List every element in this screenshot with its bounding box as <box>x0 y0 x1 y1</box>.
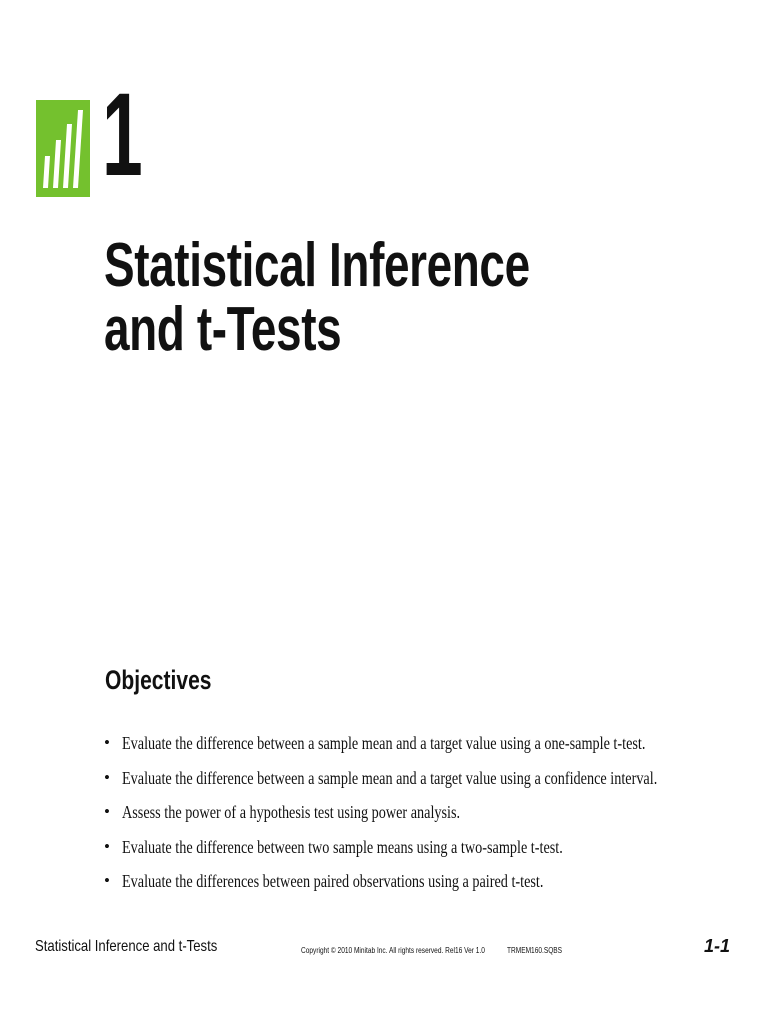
objective-text: Assess the power of a hypothesis test using power analysis. <box>122 802 461 822</box>
objectives-heading: Objectives <box>105 665 212 695</box>
chapter-title <box>104 231 530 364</box>
bullet-icon: • <box>104 802 110 821</box>
objectives-list <box>104 730 768 903</box>
chapter-title-line-2: and t-Tests <box>104 295 342 364</box>
chapter-number: 1 <box>102 69 142 201</box>
minitab-logo <box>36 100 90 197</box>
objective-item <box>104 799 768 834</box>
footer-copyright: Copyright © 2010 Minitab Inc. All rights reserved. Rel16 Ver 1.0 <box>301 946 485 955</box>
objective-text: Evaluate the differences between paired observations using a paired t-test. <box>122 871 544 891</box>
objective-item <box>104 730 768 765</box>
objective-item <box>104 868 768 903</box>
bullet-icon: • <box>104 836 110 856</box>
footer-course-code: TRMEM160.SQBS <box>507 946 563 955</box>
objective-item <box>104 834 768 869</box>
bullet-icon: • <box>104 733 110 752</box>
footer-page-number: 1-1 <box>703 936 730 956</box>
objective-text: Evaluate the difference between two sample means using a two-sample t-test. <box>122 836 563 857</box>
bullet-icon: • <box>104 767 110 787</box>
objective-text: Evaluate the difference between a sample mean and a target value using a one-sample t-test. <box>122 733 646 753</box>
bullet-icon: • <box>104 871 110 890</box>
chapter-title-line-1: Statistical Inference <box>104 231 530 300</box>
objective-item <box>104 765 768 800</box>
objective-text: Evaluate the difference between a sample mean and a target value using a confidence interval. <box>122 767 658 788</box>
bar-chart-icon <box>36 100 90 197</box>
footer-chapter-title: Statistical Inference and t-Tests <box>35 938 218 955</box>
